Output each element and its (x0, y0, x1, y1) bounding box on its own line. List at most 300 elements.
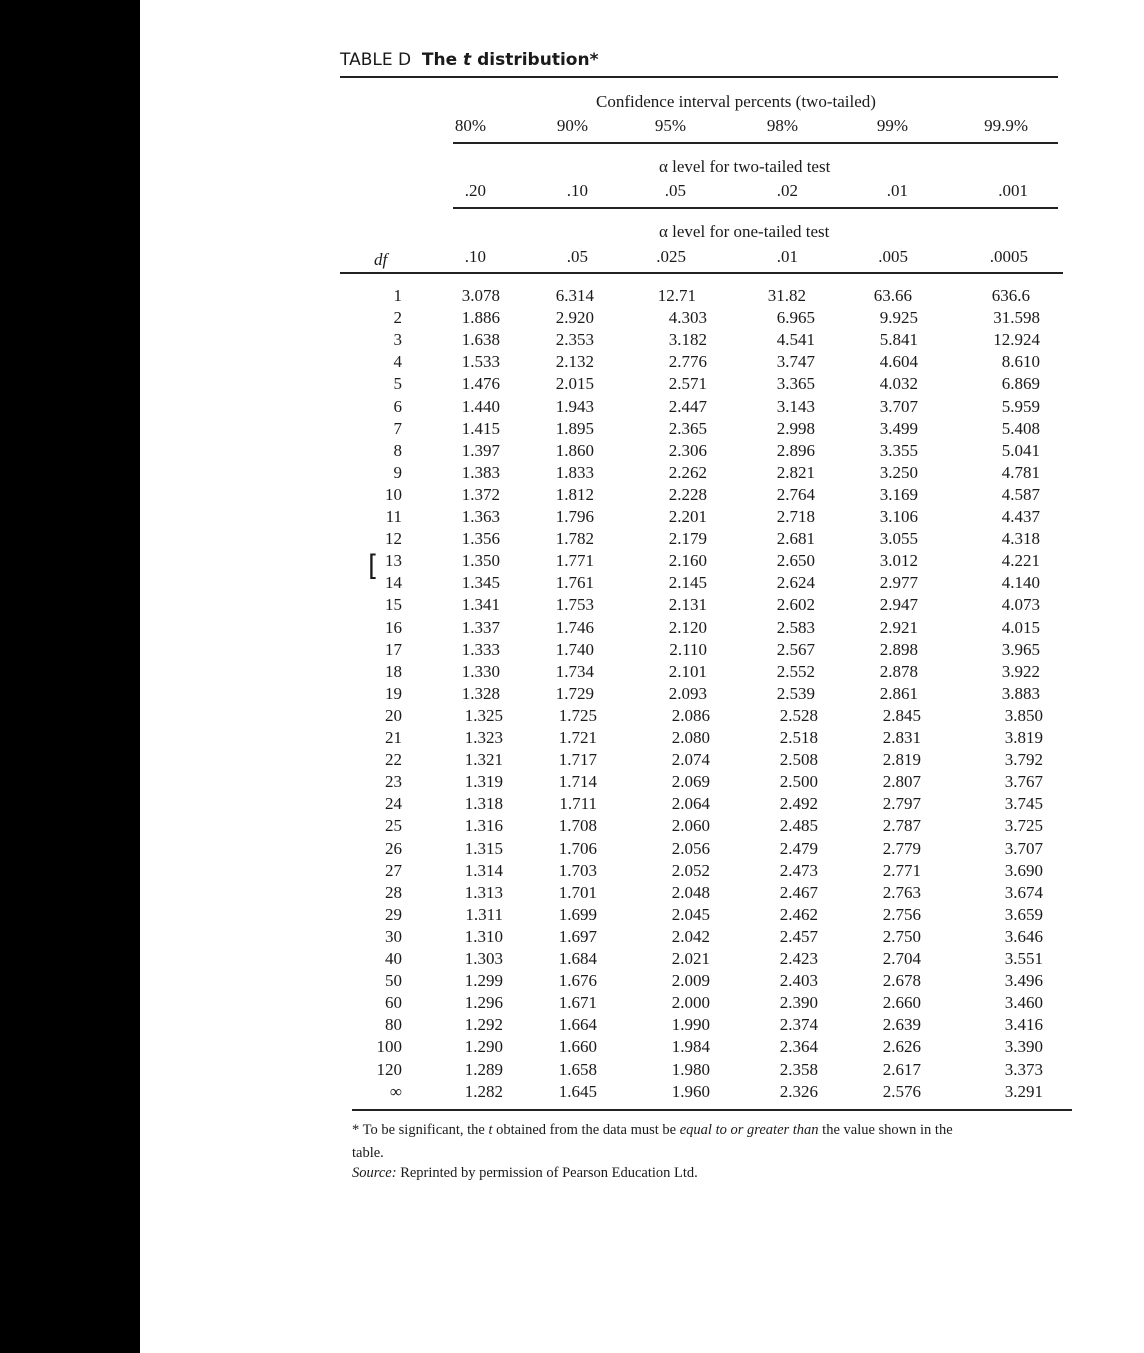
t-critical-value: 1.684 (558, 949, 597, 968)
t-critical-value: 1.645 (558, 1081, 597, 1101)
t-critical-value: 1.734 (555, 661, 594, 681)
t-critical-value: 2.015 (555, 374, 594, 394)
t-critical-value: 2.602 (776, 595, 815, 615)
t-critical-value: 1.708 (558, 816, 597, 836)
t-critical-value: 1.980 (671, 1059, 710, 1079)
t-critical-value: 2.479 (779, 838, 818, 858)
t-critical-value: 12.924 (993, 330, 1040, 350)
t-critical-value: 1.328 (461, 683, 500, 703)
t-critical-value: 5.408 (1001, 418, 1040, 438)
t-critical-value: 1.761 (555, 573, 594, 593)
footnote-text-c: the value shown in the (818, 1122, 953, 1138)
top-rule (340, 76, 1058, 78)
t-critical-value: 2.771 (882, 860, 921, 880)
df-value: 24 (385, 794, 402, 814)
t-critical-value: 1.960 (671, 1081, 710, 1101)
t-critical-value: 2.048 (671, 882, 710, 902)
t-critical-value: 2.365 (668, 418, 707, 438)
t-critical-value: 1.782 (555, 529, 594, 549)
t-critical-value: 1.711 (559, 794, 597, 814)
t-critical-value: 3.106 (879, 507, 918, 526)
footnote-t: t (488, 1122, 493, 1138)
t-critical-value: 2.374 (779, 1015, 818, 1035)
t-critical-value: 1.310 (464, 926, 503, 946)
t-critical-value: 3.690 (1004, 860, 1043, 880)
t-critical-value: 2.583 (776, 617, 815, 637)
one-tailed-caption: α level for one-tailed test (659, 222, 830, 241)
two-tailed-header-3: .02 (776, 181, 798, 200)
t-critical-value: 2.704 (882, 949, 921, 968)
t-critical-value: 2.779 (882, 838, 921, 858)
t-critical-value: 1.314 (464, 860, 503, 880)
t-critical-value: 2.921 (879, 617, 918, 637)
title-t: t (463, 50, 472, 70)
ci-header-4: 99% (876, 116, 908, 135)
t-critical-value: 6.965 (776, 308, 815, 328)
df-value: 30 (385, 926, 402, 946)
t-critical-value: 2.467 (779, 882, 818, 902)
t-critical-value: 2.898 (879, 639, 918, 659)
df-value: 80 (385, 1015, 402, 1035)
df-value: 60 (385, 993, 402, 1013)
t-critical-value: 2.069 (671, 772, 710, 792)
df-value: 15 (385, 595, 402, 615)
t-critical-value: 1.746 (555, 617, 594, 637)
df-value: 6 (393, 396, 402, 416)
t-critical-value: 3.819 (1004, 728, 1043, 747)
df-value: 28 (385, 882, 402, 902)
t-critical-value: 2.021 (671, 949, 710, 968)
t-critical-value: 2.750 (882, 926, 921, 946)
t-critical-value: 2.819 (882, 750, 921, 770)
df-value: 14 (385, 573, 402, 593)
ci-header-1: 90% (556, 116, 588, 135)
t-critical-value: 1.701 (558, 882, 597, 902)
t-critical-value: 5.959 (1001, 396, 1040, 416)
t-critical-value: 2.086 (671, 705, 710, 725)
t-critical-value: 1.383 (461, 462, 500, 482)
two-tailed-header-2: .05 (664, 181, 686, 200)
title-main: The (421, 50, 464, 70)
rule-ci (453, 142, 1058, 144)
t-critical-value: 2.518 (779, 728, 818, 747)
t-critical-value: 2.797 (882, 794, 921, 814)
t-critical-value: 2.462 (779, 904, 818, 924)
t-critical-value: 1.292 (464, 1015, 503, 1035)
t-critical-value: 1.476 (461, 374, 500, 394)
t-critical-value: 2.756 (882, 904, 921, 924)
df-value: 18 (385, 661, 402, 681)
t-critical-value: 4.587 (1001, 484, 1040, 504)
t-critical-value: 2.567 (776, 639, 815, 659)
t-critical-value: 63.66 (873, 286, 912, 305)
t-critical-value: 2.045 (671, 904, 710, 924)
t-critical-value: 1.714 (558, 772, 597, 792)
footnote-text-b: obtained from the data must be (492, 1122, 680, 1138)
t-critical-value: 4.032 (879, 374, 918, 394)
t-critical-value: 3.250 (879, 462, 918, 482)
t-critical-value: 2.201 (668, 507, 707, 526)
t-critical-value: 2.508 (779, 750, 818, 770)
t-critical-value: 1.316 (464, 816, 503, 836)
t-critical-value: 3.674 (1004, 882, 1043, 902)
t-critical-value: 2.080 (671, 728, 710, 747)
t-critical-value: 3.390 (1004, 1037, 1043, 1057)
t-critical-value: 2.326 (779, 1081, 818, 1101)
t-critical-value: 31.598 (993, 308, 1040, 328)
df-value: 29 (385, 904, 402, 924)
t-critical-value: 1.282 (464, 1081, 503, 1101)
t-critical-value: 1.303 (464, 949, 503, 968)
t-critical-value: 2.878 (879, 661, 918, 681)
df-value: 12 (385, 529, 402, 549)
t-critical-value: 3.883 (1001, 683, 1040, 703)
t-critical-value: 1.311 (465, 904, 503, 924)
t-critical-value: 2.528 (779, 705, 818, 725)
ci-header-3: 98% (766, 116, 798, 135)
footnote-line2: table. (352, 1145, 384, 1161)
df-value: 9 (393, 462, 402, 482)
t-critical-value: 1.697 (558, 926, 597, 946)
t-critical-value: 1.729 (555, 683, 594, 703)
t-critical-value: 1.753 (555, 595, 594, 615)
ci-caption: Confidence interval percents (two-tailed) (596, 92, 876, 111)
one-tailed-header-5: .0005 (989, 247, 1028, 266)
t-critical-value: 3.169 (879, 484, 918, 504)
t-critical-value: 2.160 (668, 551, 707, 571)
one-tailed-header-1: .05 (566, 247, 588, 266)
df-value: 17 (385, 639, 402, 659)
source-text: Reprinted by permission of Pearson Education Ltd. (396, 1165, 698, 1181)
t-critical-value: 3.496 (1004, 971, 1043, 991)
table-label: TABLE D (340, 50, 412, 70)
t-critical-value: 1.363 (461, 507, 500, 526)
df-value: 16 (385, 617, 402, 637)
t-critical-value: 2.920 (555, 308, 594, 328)
t-critical-value: 2.492 (779, 794, 818, 814)
t-critical-value: 2.364 (779, 1037, 818, 1057)
df-value: 50 (385, 971, 402, 991)
df-value: 4 (393, 352, 402, 372)
footnote-text-a: * To be significant, the (352, 1122, 489, 1138)
t-critical-value: 1.658 (558, 1059, 597, 1079)
bottom-rule (352, 1109, 1072, 1111)
t-critical-value: 3.646 (1004, 926, 1043, 946)
t-critical-value: 1.440 (461, 396, 500, 416)
t-critical-value: 2.009 (671, 971, 710, 991)
t-critical-value: 12.71 (657, 286, 696, 305)
t-critical-value: 3.055 (879, 529, 918, 549)
two-tailed-header-4: .01 (886, 181, 908, 200)
t-critical-value: 3.551 (1004, 949, 1043, 968)
t-critical-value: 2.977 (879, 573, 918, 593)
title-rest: distribution* (471, 50, 599, 70)
t-critical-value: 3.078 (461, 286, 500, 305)
source-line (352, 1165, 698, 1182)
t-critical-value: 2.353 (555, 330, 594, 350)
t-critical-value: 1.313 (464, 882, 503, 902)
t-critical-value: 4.541 (776, 330, 815, 350)
t-critical-value: 3.725 (1004, 816, 1043, 836)
t-critical-value: 2.093 (668, 683, 707, 703)
source-label: Source: (352, 1165, 397, 1181)
t-critical-value: 1.337 (461, 617, 500, 637)
t-critical-value: 2.000 (671, 993, 710, 1013)
t-critical-value: 1.290 (464, 1037, 503, 1057)
t-critical-value: 1.706 (558, 838, 597, 858)
two-tailed-header-0: .20 (464, 181, 486, 200)
df-value: 40 (385, 949, 402, 968)
t-critical-value: 3.965 (1001, 639, 1040, 659)
t-critical-value: 2.423 (779, 949, 818, 968)
df-value: 27 (385, 860, 402, 880)
t-critical-value: 2.132 (555, 352, 594, 372)
ci-header-2: 95% (654, 116, 686, 135)
t-critical-value: 3.499 (879, 418, 918, 438)
t-critical-value: 1.319 (464, 772, 503, 792)
t-critical-value: 2.718 (776, 507, 815, 526)
t-critical-value: 4.073 (1001, 595, 1040, 615)
t-critical-value: 2.060 (671, 816, 710, 836)
t-critical-value: 1.664 (558, 1015, 597, 1035)
one-tailed-header-3: .01 (776, 247, 798, 266)
t-critical-value: 1.330 (461, 661, 500, 681)
t-critical-value: 1.895 (555, 418, 594, 438)
t-critical-value: 1.356 (461, 529, 500, 549)
t-critical-value: 1.725 (558, 705, 597, 725)
t-critical-value: 1.771 (555, 551, 594, 571)
t-critical-value: 1.372 (461, 484, 500, 504)
df-value: 1 (393, 286, 402, 305)
t-critical-value: 1.289 (464, 1059, 503, 1079)
t-critical-value: 3.143 (776, 396, 815, 416)
t-critical-value: 3.922 (1001, 661, 1040, 681)
one-tailed-header-2: .025 (656, 247, 686, 266)
table-title (340, 50, 598, 70)
t-critical-value: 2.390 (779, 993, 818, 1013)
t-critical-value: 1.321 (464, 750, 503, 770)
two-tailed-caption: α level for two-tailed test (659, 157, 831, 176)
t-critical-value: 1.299 (464, 971, 503, 991)
t-critical-value: 3.792 (1004, 750, 1043, 770)
df-value: 21 (385, 728, 402, 747)
t-critical-value: 2.807 (882, 772, 921, 792)
t-critical-value: 2.074 (671, 750, 710, 770)
df-value: 100 (376, 1037, 402, 1057)
df-value: 20 (385, 705, 402, 725)
t-critical-value: 2.042 (671, 926, 710, 946)
t-critical-value: 2.626 (882, 1037, 921, 1057)
t-critical-value: 31.82 (767, 286, 806, 305)
t-critical-value: 2.101 (668, 661, 707, 681)
t-critical-value: 2.306 (668, 440, 707, 460)
t-critical-value: 2.896 (776, 440, 815, 460)
df-value: 10 (385, 484, 402, 504)
t-critical-value: 3.707 (1004, 838, 1043, 858)
t-critical-value: 1.533 (461, 352, 500, 372)
df-value: 11 (385, 507, 402, 526)
t-critical-value: 2.473 (779, 860, 818, 880)
df-value: 13 (385, 551, 402, 571)
t-critical-value: 2.764 (776, 484, 815, 504)
t-critical-value: 1.860 (555, 440, 594, 460)
t-critical-value: 2.539 (776, 683, 815, 703)
t-critical-value: 1.740 (555, 639, 594, 659)
t-critical-value: 1.318 (464, 794, 503, 814)
t-critical-value: 2.681 (776, 529, 815, 549)
t-critical-value: 3.416 (1004, 1015, 1043, 1035)
t-critical-value: 2.947 (879, 595, 918, 615)
df-value: 2 (393, 308, 402, 328)
t-critical-value: 1.325 (464, 705, 503, 725)
t-critical-value: 2.358 (779, 1059, 818, 1079)
left-black-margin (0, 0, 140, 1353)
rule-two-tailed (453, 207, 1058, 209)
t-critical-value: 1.350 (461, 551, 500, 571)
t-critical-value: 3.012 (879, 551, 918, 571)
t-critical-value: 1.717 (558, 750, 597, 770)
t-critical-value: 2.131 (668, 595, 707, 615)
t-critical-value: 3.460 (1004, 993, 1043, 1013)
t-critical-value: 2.576 (882, 1081, 921, 1101)
one-tailed-header-0: .10 (464, 247, 486, 266)
t-critical-value: 4.015 (1001, 617, 1040, 637)
t-critical-value: 5.841 (879, 330, 918, 350)
t-critical-value: 1.296 (464, 993, 503, 1013)
t-critical-value: 4.604 (879, 352, 918, 372)
ci-header-5: 99.9% (984, 116, 1028, 135)
t-critical-value: 1.796 (555, 507, 594, 526)
t-critical-value: 2.831 (882, 728, 921, 747)
handwritten-bracket-mark: [ (368, 549, 379, 583)
t-critical-value: 1.415 (461, 418, 500, 438)
t-critical-value: 3.745 (1004, 794, 1043, 814)
t-critical-value: 2.998 (776, 418, 815, 438)
t-critical-value: 4.221 (1001, 551, 1040, 571)
t-critical-value: 2.120 (668, 617, 707, 637)
t-critical-value: 1.943 (555, 396, 594, 416)
t-critical-value: 2.845 (882, 705, 921, 725)
t-critical-value: 2.500 (779, 772, 818, 792)
t-critical-value: 1.833 (555, 462, 594, 482)
df-value: 5 (393, 374, 402, 394)
df-value: 19 (385, 683, 402, 703)
t-critical-value: 1.660 (558, 1037, 597, 1057)
t-critical-value: 2.787 (882, 816, 921, 836)
t-critical-value: 1.703 (558, 860, 597, 880)
df-value: 120 (376, 1059, 402, 1079)
t-critical-value: 2.179 (668, 529, 707, 549)
t-critical-value: 1.638 (461, 330, 500, 350)
df-value: 26 (385, 838, 402, 858)
t-critical-value: 2.228 (668, 484, 707, 504)
t-critical-value: 2.262 (668, 462, 707, 482)
t-critical-value: 8.610 (1001, 352, 1040, 372)
t-critical-value: 6.314 (555, 286, 594, 305)
t-critical-value: 1.886 (461, 308, 500, 328)
t-critical-value: 3.850 (1004, 705, 1043, 725)
two-tailed-header-5: .001 (998, 181, 1028, 200)
header-bottom-rule (340, 272, 1063, 274)
t-critical-value: 3.747 (776, 352, 815, 372)
t-critical-value: 1.721 (558, 728, 597, 747)
two-tailed-header-1: .10 (566, 181, 588, 200)
t-critical-value: 1.676 (558, 971, 597, 991)
t-critical-value: 2.821 (776, 462, 815, 482)
t-critical-value: 3.659 (1004, 904, 1043, 924)
t-critical-value: 2.457 (779, 926, 818, 946)
t-critical-value: 2.776 (668, 352, 707, 372)
t-critical-value: 4.437 (1001, 507, 1040, 526)
t-critical-value: 1.341 (461, 595, 500, 615)
footnote-emphasis: equal to or greater than (679, 1122, 819, 1138)
t-critical-value: 3.373 (1004, 1059, 1043, 1079)
df-value: 3 (393, 330, 402, 350)
t-critical-value: 1.671 (558, 993, 597, 1013)
t-critical-value: 2.064 (671, 794, 710, 814)
t-critical-value: 1.397 (461, 440, 500, 460)
one-tailed-header-4: .005 (878, 247, 908, 266)
t-critical-value: 1.333 (461, 639, 500, 659)
df-value: 7 (393, 418, 402, 438)
t-critical-value: 4.303 (668, 308, 707, 328)
t-critical-value: 3.182 (668, 330, 707, 350)
df-value: 22 (385, 750, 402, 770)
t-critical-value: 2.403 (779, 971, 818, 991)
t-critical-value: 636.6 (991, 286, 1030, 305)
t-critical-value: 3.355 (879, 440, 918, 460)
df-value: 25 (385, 816, 402, 836)
t-critical-value: 2.447 (668, 396, 707, 416)
t-critical-value: 1.323 (464, 728, 503, 747)
t-critical-value: 9.925 (879, 308, 918, 328)
t-critical-value: 3.767 (1004, 772, 1043, 792)
t-critical-value: 1.984 (671, 1037, 710, 1057)
t-critical-value: 2.617 (882, 1059, 921, 1079)
t-critical-value: 2.110 (669, 639, 707, 659)
t-critical-value: 1.315 (464, 838, 503, 858)
t-critical-value: 4.318 (1001, 529, 1040, 549)
t-critical-value: 4.781 (1001, 462, 1040, 482)
df-label: df (374, 250, 388, 269)
t-critical-value: 5.041 (1001, 440, 1040, 460)
t-critical-value: 2.571 (668, 374, 707, 394)
t-critical-value: 2.650 (776, 551, 815, 571)
t-critical-value: 1.812 (555, 484, 594, 504)
t-critical-value: 2.485 (779, 816, 818, 836)
t-critical-value: 2.552 (776, 661, 815, 681)
df-value: ∞ (389, 1081, 402, 1101)
t-critical-value: 4.140 (1001, 573, 1040, 593)
t-critical-value: 2.660 (882, 993, 921, 1013)
t-critical-value: 2.639 (882, 1015, 921, 1035)
t-critical-value: 2.861 (879, 683, 918, 703)
t-critical-value: 3.707 (879, 396, 918, 416)
t-critical-value: 6.869 (1001, 374, 1040, 394)
t-critical-value: 3.365 (776, 374, 815, 394)
ci-header-0: 80% (454, 116, 486, 135)
t-critical-value: 2.145 (668, 573, 707, 593)
t-critical-value: 2.052 (671, 860, 710, 880)
t-critical-value: 2.678 (882, 971, 921, 991)
t-critical-value: 3.291 (1004, 1081, 1043, 1101)
t-critical-value: 1.345 (461, 573, 500, 593)
t-critical-value: 2.763 (882, 882, 921, 902)
t-critical-value: 1.990 (671, 1015, 710, 1035)
df-value: 23 (385, 772, 402, 792)
t-critical-value: 2.056 (671, 838, 710, 858)
t-critical-value: 1.699 (558, 904, 597, 924)
